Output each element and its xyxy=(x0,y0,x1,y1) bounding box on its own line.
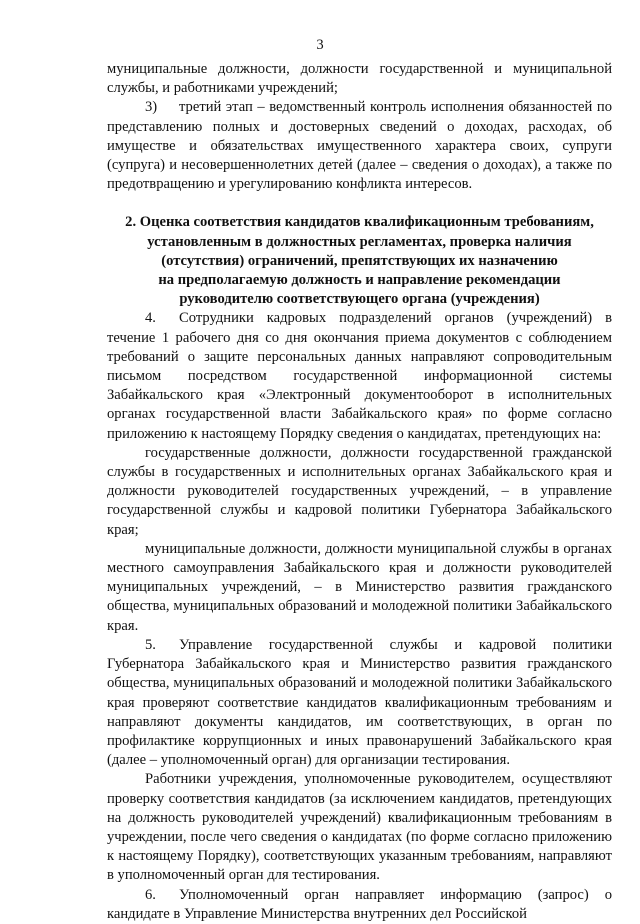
section-heading xyxy=(107,213,612,309)
heading-line: (отсутствия) ограничений, препятствующих их назначению xyxy=(161,252,558,269)
list-item-4 xyxy=(107,309,612,443)
list-item-text: Сотрудники кадровых подразделений органов (учреждений) в течение 1 рабочего дня со дня окончания приема документов с соблюдением требований о защите персональных данных направляют сопроводительным письмом посредством государственной информационной системы Забайкальского края «Электронный документооборот в исполнительных органах государственной власти Забайкальского края» по форме согласно приложению к настоящему Порядку сведения о кандидатах, претендующих на: xyxy=(107,310,612,442)
paragraph-continuation: муниципальные должности, должности государственной и муниципальной службы, и работниками учреждений; xyxy=(107,61,612,97)
heading-line: руководителю соответствующего органа (учреждения) xyxy=(179,291,540,308)
list-item-text: Управление государственной службы и кадровой политики Губернатора Забайкальского края и Министерство развития гражданского общества, муниципальных образований и молодежной политики Забайкальского края проверяют соответствие кандидатов квалификационным требованиям и направляют документы кандидатов, им соответствующих, в орган по профилактике коррупционных и иных правонарушений Забайкальского края (далее – уполномоченный орган) для организации тестирования. xyxy=(107,636,612,769)
list-item-3 xyxy=(107,98,612,194)
list-number: 6. xyxy=(145,886,156,903)
paragraph-municipal-positions: муниципальные должности, должности муниципальной службы в органах местного самоуправления Забайкальского края и должности руководителей муниципальных учреждений, – в Министерство развития гражданского общества, муниципальных образований и молодежной политики Забайкальского края. xyxy=(107,540,612,634)
list-number: 3) xyxy=(145,99,158,116)
paragraph-state-positions: государственные должности, должности государственной гражданской службы в государственных и исполнительных органах Забайкальского края и должности руководителей государственных учреждений, – в управление государственной службы и кадровой политики Губернатора Забайкальского края; xyxy=(107,444,612,538)
heading-line: на предполагаемую должность и направление рекомендации xyxy=(158,272,561,289)
heading-line: 2. Оценка соответствия кандидатов квалификационным требованиям, xyxy=(125,214,594,231)
list-number: 5. xyxy=(145,636,156,653)
paragraph-institution-staff: Работники учреждения, уполномоченные руководителем, осуществляют проверку соответствия кандидатов (за исключением кандидатов, претендующих на должность руководителей учреждений) квалификационным требованиям в учреждении, после чего сведения о кандидатах (по форме согласно приложению к настоящему Порядку), соответствующих указанным требованиям, направляют в уполномоченный орган для тестирования. xyxy=(107,771,612,884)
list-item-text: Уполномоченный орган направляет информацию (запрос) о кандидате в Управление Министерства внутренних дел Российской xyxy=(107,886,612,922)
list-item-text: третий этап – ведомственный контроль исполнения обязанностей по представлению полных и достоверных сведений о доходах, расходах, об имуществе и обязательствах имущественного характера своих, супруги (супруга) и несовершеннолетних детей (далее – сведения о доходах), а также по предотвращению и урегулированию конфликта интересов. xyxy=(107,99,612,193)
list-item-6 xyxy=(107,886,612,924)
list-item-5 xyxy=(107,636,612,770)
page-number: 3 xyxy=(316,37,324,53)
document-body xyxy=(107,60,612,924)
heading-line: установленным в должностных регламентах, проверка наличия xyxy=(147,233,572,250)
list-number: 4. xyxy=(145,310,156,327)
